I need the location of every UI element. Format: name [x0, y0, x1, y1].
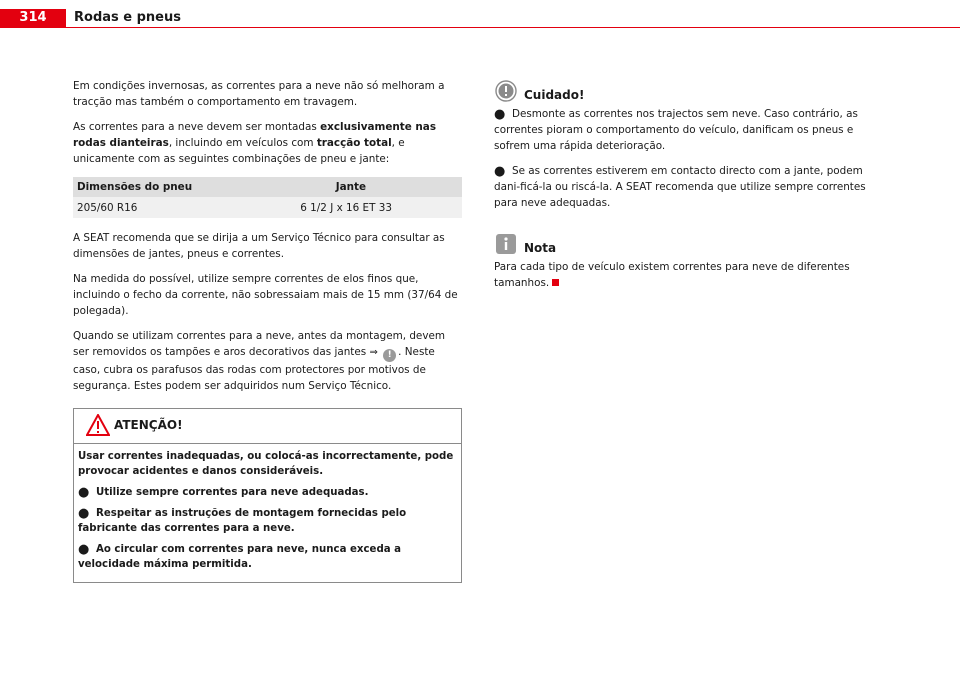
bullet-icon: ● [78, 506, 90, 521]
caution-title: Cuidado! [524, 88, 585, 102]
page-header [0, 0, 960, 28]
warning-box [73, 408, 462, 583]
note-title: Nota [524, 241, 557, 255]
right-column [494, 80, 884, 300]
caution-reference-icon: ! [383, 349, 396, 362]
caution-item: ● Se as correntes estiverem em contacto directo com a jante, podem dani-ficá-la ou riscá-la. A SEAT recomenda que utilize sempre correntes para neve adequadas. [494, 164, 866, 209]
bullet-icon: ● [78, 485, 90, 500]
bullet-icon: ● [494, 164, 506, 179]
paragraph-front-wheels: As correntes para a neve devem ser montadas exclusivamente nas rodas dianteiras, incluindo em veículos com tracção total, e unicamente com as seguintes combinações de pneu e jante: [73, 121, 437, 165]
paragraph-intro: Em condições invernosas, as correntes para a neve não só melhoram a tracção mas também o comportamento em travagem. [73, 80, 445, 108]
table-cell-tyre-size: 205/60 R16 [73, 197, 239, 218]
warning-body [74, 444, 461, 582]
cross-reference-arrow: ⇒ [369, 347, 378, 358]
tyre-rim-table [73, 177, 462, 218]
column-header-rim: Jante [239, 177, 462, 197]
table-cell-rim: 6 1/2 J x 16 ET 33 [239, 197, 462, 218]
paragraph-fine-links: Na medida do possível, utilize sempre correntes de elos finos que, incluindo o fecho da corrente, não sobressaiam mais de 15 mm (37/64 de polegada). [73, 273, 458, 317]
warning-header [74, 409, 461, 444]
warning-item: ● Ao circular com correntes para neve, nunca exceda a velocidade máxima permitida. [78, 542, 402, 570]
section-title: Rodas e pneus [74, 10, 181, 25]
note-header [494, 233, 884, 255]
table-row [73, 197, 462, 218]
header-rule [0, 27, 960, 28]
caution-item: ● Desmonte as correntes nos trajectos sem neve. Caso contrário, as correntes pioram o comportamento do veículo, danificam os pneus e sofrem uma rápida deterioração. [494, 107, 858, 152]
note-info-icon [494, 233, 518, 255]
caution-icon [494, 80, 518, 102]
warning-item: ● Respeitar as instruções de montagem fornecidas pelo fabricante das correntes para a neve. [78, 506, 407, 534]
column-header-tyre-size: Dimensões do pneu [73, 177, 239, 197]
bullet-icon: ● [78, 542, 90, 557]
page-number: 314 [0, 9, 66, 27]
caution-header [494, 80, 884, 102]
bullet-icon: ● [494, 107, 506, 122]
table-header-row [73, 177, 462, 197]
warning-triangle-icon [86, 414, 110, 436]
warning-intro: Usar correntes inadequadas, ou colocá-as incorrectamente, pode provocar acidentes e danos consideráveis. [78, 451, 454, 477]
warning-title: ATENÇÃO! [114, 418, 183, 432]
paragraph-service-recommendation: A SEAT recomenda que se dirija a um Serviço Técnico para consultar as dimensões de jantes, pneus e correntes. [73, 232, 445, 260]
left-column [73, 78, 463, 583]
warning-item: ● Utilize sempre correntes para neve adequadas. [78, 485, 369, 500]
note-text: Para cada tipo de veículo existem correntes para neve de diferentes tamanhos. [494, 261, 850, 289]
paragraph-remove-hubcaps: Quando se utilizam correntes para a neve, antes da montagem, devem ser removidos os tampões e aros decorativos das jantes ⇒ ! . Neste caso, cubra os parafusos das rodas com protectores por motivos de segurança. Estes podem ser adquiridos num Serviço Técnico. [73, 330, 445, 392]
end-of-section-marker [552, 279, 559, 286]
